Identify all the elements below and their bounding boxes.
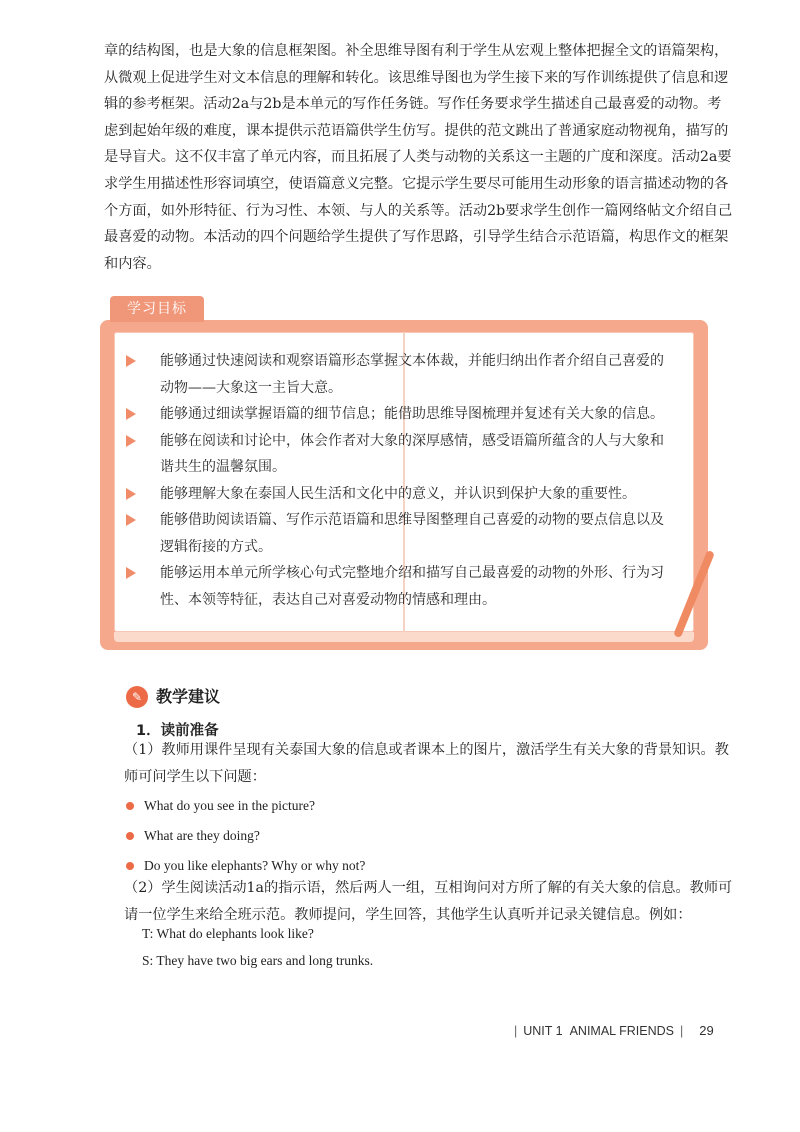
dialog-line: T: What do elephants look like?: [142, 926, 314, 941]
bullet-dot-icon: [126, 802, 134, 810]
intro-paragraph: [104, 38, 733, 277]
intro-line: 辑的参考框架。活动2a与2b是本单元的写作任务链。写作任务要求学生描述自己最喜爱的动物。考: [104, 96, 722, 113]
paragraph-line: （1）教师用课件呈现有关泰国大象的信息或者课本上的图片，激活学生有关大象的背景知识。教: [124, 742, 729, 758]
goal-line: 逻辑衔接的方式。: [160, 538, 272, 555]
triangle-bullet-icon: [126, 435, 136, 447]
intro-line: 最喜爱的动物。本活动的四个问题给学生提供了写作思路，引导学生结合示范语篇，构思作文的框架: [104, 229, 729, 246]
section-title: 教学建议: [156, 687, 221, 706]
goal-line: 能够通过细读掌握语篇的细节信息；能借助思维导图梳理并复述有关大象的信息。: [160, 406, 664, 422]
bullet-dot-icon: [126, 862, 134, 870]
book-page-edge: [114, 632, 694, 642]
page-footer: | UNIT 1 ANIMAL FRIENDS | 29: [514, 1023, 714, 1038]
triangle-bullet-icon: [126, 514, 136, 526]
footer-unit: UNIT 1: [523, 1024, 563, 1038]
question-item: What are they doing?: [126, 821, 365, 851]
paragraph-line: 请一位学生来给全班示范。教师提问，学生回答，其他学生认真听并记录关键信息。例如：: [124, 907, 692, 923]
step-2-paragraph: [124, 875, 733, 929]
paragraph-line: 师可问学生以下问题：: [124, 769, 266, 785]
learning-goals-tab: 学习目标: [110, 296, 204, 322]
goal-line: 能够在阅读和讨论中，体会作者对大象的深厚感情，感受语篇所蕴含的人与大象和: [160, 432, 664, 449]
intro-line: 求学生用描述性形容词填空，使语篇意义完整。它提示学生要尽可能用生动形象的语言描述动物的各: [104, 175, 729, 192]
triangle-bullet-icon: [126, 355, 136, 367]
triangle-bullet-icon: [126, 408, 136, 420]
bullet-dot-icon: [126, 832, 134, 840]
intro-line: 是导盲犬。这不仅丰富了单元内容，而且拓展了人类与动物的关系这一主题的广度和深度。活动2a要: [104, 149, 732, 166]
intro-line: 从微观上促进学生对文本信息的理解和转化。该思维导图也为学生接下来的写作训练提供了信息和逻: [104, 69, 729, 86]
goal-line: 性、本领等特征，表达自己对喜爱动物的情感和理由。: [160, 591, 496, 608]
triangle-bullet-icon: [126, 488, 136, 500]
goal-item: [126, 401, 686, 428]
goal-line: 能够运用本单元所学核心句式完整地介绍和描写自己最喜爱的动物的外形、行为习: [160, 565, 664, 581]
goal-item: [126, 560, 686, 613]
triangle-bullet-icon: [126, 567, 136, 579]
goal-item: [126, 481, 686, 508]
footer-title: ANIMAL FRIENDS: [569, 1024, 674, 1038]
question-item: Do you like elephants? Why or why not?: [126, 851, 365, 881]
question-item: What do you see in the picture?: [126, 791, 365, 821]
intro-line: 章的结构图，也是大象的信息框架图。补全思维导图有利于学生从宏观上整体把握全文的语篇架构，: [104, 43, 729, 59]
paragraph-line: （2）学生阅读活动1a的指示语，然后两人一组，互相询问对方所了解的有关大象的信息。教师可: [124, 880, 733, 896]
goal-line: 能够借助阅读语篇、写作示范语篇和思维导图整理自己喜爱的动物的要点信息以及: [160, 512, 664, 528]
goal-item: [126, 348, 686, 401]
intro-line: 虑到起始年级的难度，课本提供示范语篇供学生仿写。提供的范文跳出了普通家庭动物视角，描写的: [104, 122, 729, 139]
goal-item: [126, 428, 686, 481]
goal-line: 谐共生的温馨氛围。: [160, 459, 286, 475]
intro-line: 和内容。: [104, 255, 161, 272]
question-list: [126, 791, 365, 881]
goal-line: 能够理解大象在泰国人民生活和文化中的意义，并认识到保护大象的重要性。: [160, 485, 636, 502]
learning-goals-list: [126, 348, 686, 613]
dialog-line: S: They have two big ears and long trunks.: [142, 953, 374, 968]
goal-line: 动物——大象这一主旨大意。: [160, 379, 342, 396]
subheading: 1．读前准备: [136, 723, 219, 739]
step-1-paragraph: [124, 737, 729, 791]
teaching-icon: ✎: [126, 686, 148, 708]
intro-line: 个方面，如外形特征、行为习性、本领、与人的关系等。活动2b要求学生创作一篇网络帖文介绍自己: [104, 202, 733, 219]
goal-line: 能够通过快速阅读和观察语篇形态掌握文本体裁，并能归纳出作者介绍自己喜爱的: [160, 353, 664, 369]
page-number: 29: [699, 1023, 714, 1038]
goal-item: [126, 507, 686, 560]
